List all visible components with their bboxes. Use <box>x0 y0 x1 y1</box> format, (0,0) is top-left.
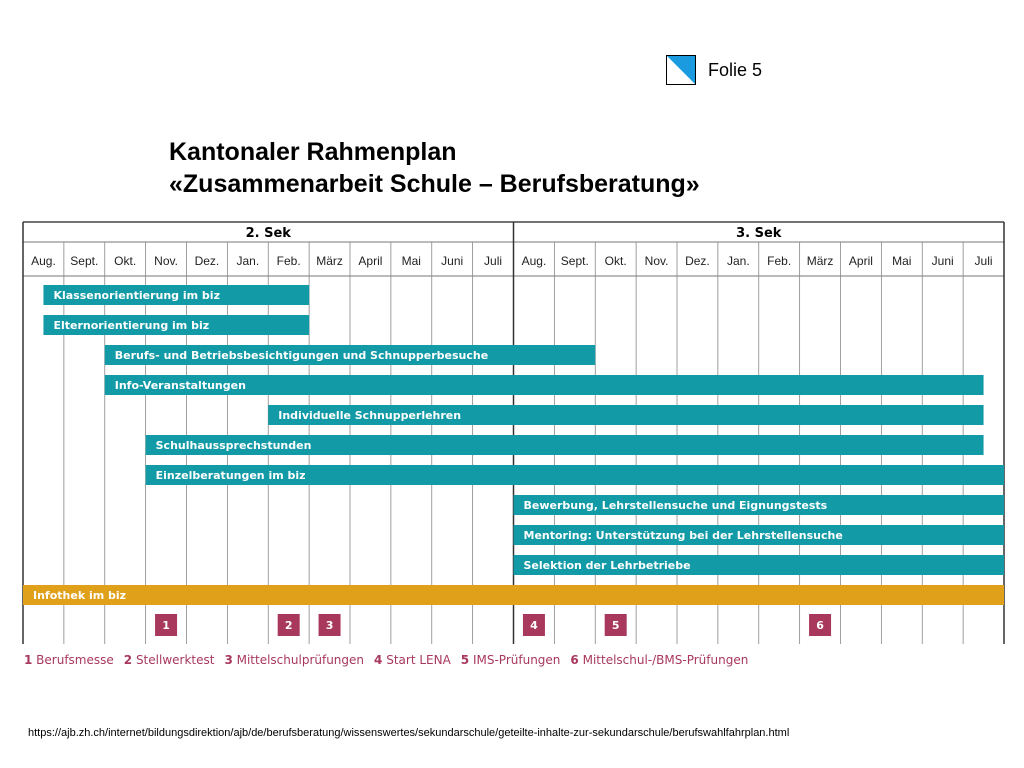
month-label: Juni <box>931 254 954 268</box>
legend-item-number: 4 <box>374 653 383 667</box>
slide-title-line1: Kantonaler Rahmenplan <box>169 138 457 166</box>
activity-bar-label: Info-Veranstaltungen <box>114 379 246 392</box>
legend-item-number: 5 <box>460 653 470 667</box>
activity-bar-label: Mentoring: Unterstützung bei der Lehrstellensuche <box>523 529 843 542</box>
activity-bar <box>105 345 596 365</box>
activity-bar <box>268 405 983 425</box>
legend-item-number: 2 <box>123 653 133 667</box>
legend-item-number: 6 <box>570 653 579 667</box>
milestone-marker <box>278 614 300 636</box>
activity-bar <box>23 585 1004 605</box>
month-label: Juli <box>974 254 993 268</box>
month-label: Feb. <box>767 254 792 268</box>
legend-item-number: 3 <box>224 653 233 667</box>
activity-bar <box>514 525 1005 545</box>
month-label: Aug. <box>521 254 547 268</box>
month-label: Nov. <box>644 254 669 268</box>
legend-item <box>461 653 561 667</box>
legend-item <box>124 653 215 667</box>
legend-item-text: Stellwerktest <box>132 653 215 667</box>
milestone-marker-number: 5 <box>611 619 620 632</box>
activity-bar <box>105 375 984 395</box>
milestone-marker-number: 1 <box>162 619 170 632</box>
month-label: Okt. <box>114 254 137 268</box>
milestone-marker-number: 3 <box>325 619 334 632</box>
legend-item-text: Berufsmesse <box>32 653 114 667</box>
legend-item <box>24 653 114 667</box>
milestone-marker-number: 4 <box>530 619 538 632</box>
activity-bar-label: Einzelberatungen im biz <box>155 469 306 482</box>
source-url: https://ajb.zh.ch/internet/bildungsdirektion/ajb/de/berufsberatung/wissenswertes/sekundarschule/geteilte-inhalte-zur-sekundarschule/berufswahlfahrplan.html <box>28 727 790 739</box>
month-label: Jan. <box>726 254 750 268</box>
activity-bar <box>146 465 1004 485</box>
month-label: April <box>358 254 383 268</box>
legend-item-number: 1 <box>24 653 33 667</box>
activity-bar-label: Bewerbung, Lehrstellensuche und Eignungstests <box>523 499 828 512</box>
month-label: Mai <box>892 254 912 268</box>
month-label: Dez. <box>685 254 710 268</box>
activity-bar <box>43 285 309 305</box>
legend <box>24 653 758 667</box>
legend-item-text: Mittelschul-/BMS-Prüfungen <box>578 653 749 667</box>
activity-bar-label: Elternorientierung im biz <box>53 319 210 332</box>
activity-bar <box>514 495 1005 515</box>
slide-title-line2: «Zusammenarbeit Schule – Berufsberatung» <box>169 170 700 198</box>
milestone-marker <box>319 614 341 636</box>
activity-bar-fill <box>23 585 1004 605</box>
legend-item-text: Start LENA <box>382 653 451 667</box>
month-label: Juni <box>441 254 464 268</box>
month-label: Sept. <box>560 254 589 268</box>
activity-bar-label: Berufs- und Betriebsbesichtigungen und Schnupperbesuche <box>114 349 489 362</box>
month-label: Jan. <box>236 254 260 268</box>
milestone-marker-number: 6 <box>816 619 824 632</box>
activity-bar <box>514 555 1005 575</box>
activity-bar-label: Schulhaussprechstunden <box>155 439 312 452</box>
legend-item <box>374 653 451 667</box>
month-label: Sept. <box>70 254 99 268</box>
legend-item <box>570 653 748 667</box>
activity-bar-label: Klassenorientierung im biz <box>53 289 220 302</box>
milestone-marker-number: 2 <box>284 619 293 632</box>
activity-bar-label: Infothek im biz <box>33 589 127 602</box>
month-label: Feb. <box>276 254 301 268</box>
activity-bar <box>43 315 309 335</box>
activity-bar-label: Selektion der Lehrbetriebe <box>523 559 691 572</box>
month-label: Mai <box>401 254 421 268</box>
milestone-marker <box>155 614 177 636</box>
activity-bar <box>146 435 984 455</box>
month-label: Okt. <box>604 254 627 268</box>
month-label: Juli <box>484 254 503 268</box>
month-label: Aug. <box>31 254 56 268</box>
year-header: 3. Sek <box>736 226 782 241</box>
milestone-marker <box>523 614 545 636</box>
milestone-marker <box>605 614 627 636</box>
slide-number: Folie 5 <box>708 60 763 80</box>
month-label: Dez. <box>194 254 220 268</box>
month-label: Nov. <box>154 254 178 268</box>
activity-bar-label: Individuelle Schnupperlehren <box>278 409 462 422</box>
legend-item <box>224 653 364 667</box>
month-label: März <box>806 254 834 268</box>
legend-item-text: IMS-Prüfungen <box>469 653 561 667</box>
year-header: 2. Sek <box>245 226 291 241</box>
month-label: März <box>316 254 343 268</box>
milestone-marker <box>809 614 831 636</box>
month-label: April <box>848 254 873 268</box>
legend-item-text: Mittelschulprüfungen <box>232 653 365 667</box>
